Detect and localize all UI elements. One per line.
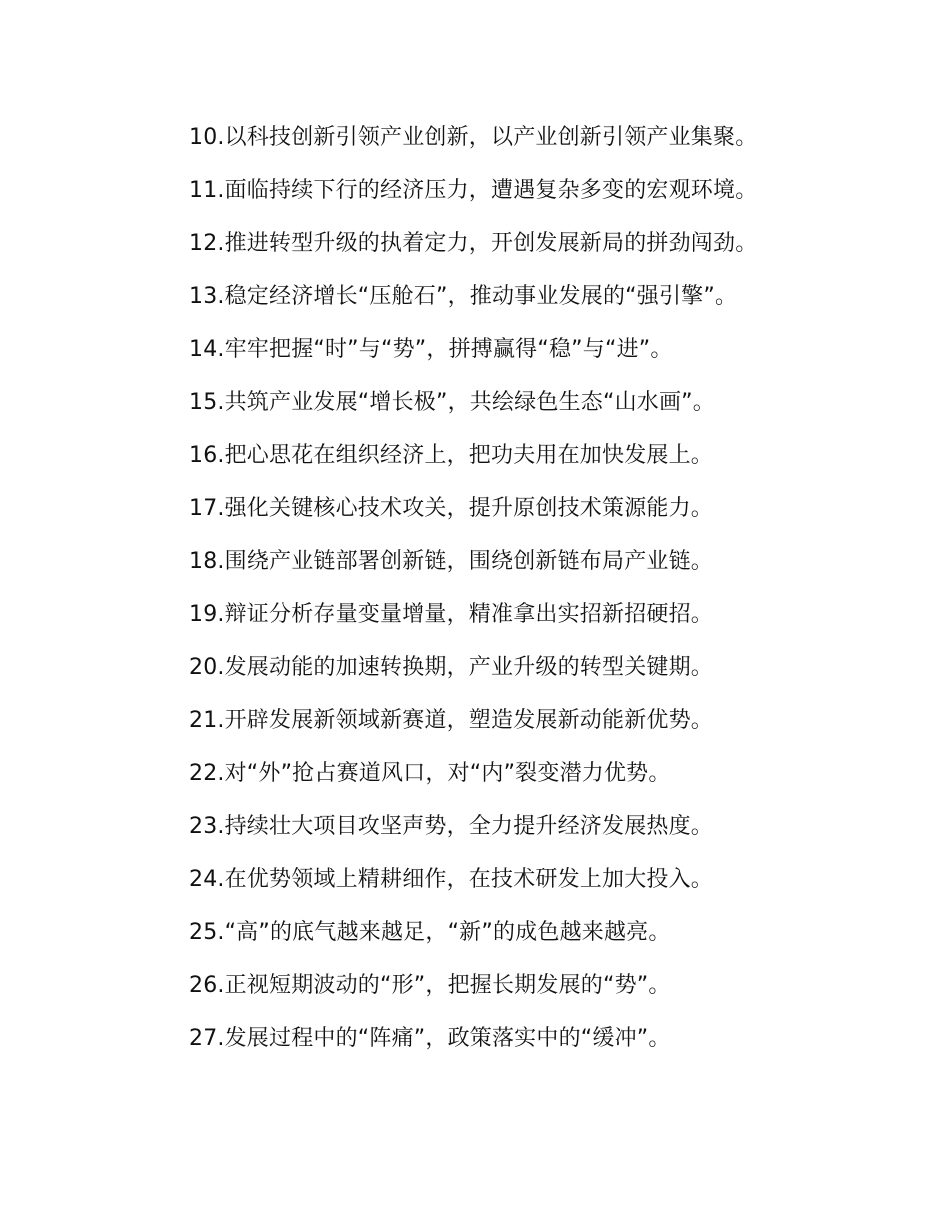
list-item: 27.发展过程中的“阵痛”，政策落实中的“缓冲”。 — [189, 1026, 671, 1051]
list-item: 26.正视短期波动的“形”，把握长期发展的“势”。 — [189, 973, 671, 998]
list-item: 12.推进转型升级的执着定力，开创发展新局的拼劲闯劲。 — [189, 231, 758, 256]
list-item: 25.“高”的底气越来越足，“新”的成色越来越亮。 — [189, 920, 671, 945]
list-item: 20.发展动能的加速转换期，产业升级的转型关键期。 — [189, 655, 713, 680]
list-item: 13.稳定经济增长“压舱石”，推动事业发展的“强引擎”。 — [189, 284, 738, 309]
list-item: 11.面临持续下行的经济压力，遭遇复杂多变的宏观环境。 — [189, 178, 758, 203]
list-item: 24.在优势领域上精耕细作，在技术研发上加大投入。 — [189, 867, 713, 892]
list-item: 23.持续壮大项目攻坚声势，全力提升经济发展热度。 — [189, 814, 713, 839]
list-item: 21.开辟发展新领域新赛道，塑造发展新动能新优势。 — [189, 708, 713, 733]
list-item: 19.辩证分析存量变量增量，精准拿出实招新招硬招。 — [189, 602, 713, 627]
list-item: 14.牢牢把握“时”与“势”，拼搏赢得“稳”与“进”。 — [189, 337, 673, 362]
list-item: 17.强化关键核心技术攻关，提升原创技术策源能力。 — [189, 496, 713, 521]
list-item: 15.共筑产业发展“增长极”，共绘绿色生态“山水画”。 — [189, 390, 715, 415]
phrase-list — [189, 113, 929, 1067]
list-item: 18.围绕产业链部署创新链，围绕创新链布局产业链。 — [189, 549, 713, 574]
list-item: 10.以科技创新引领产业创新，以产业创新引领产业集聚。 — [189, 125, 758, 150]
list-item: 22.对“外”抢占赛道风口，对“内”裂变潜力优势。 — [189, 761, 671, 786]
list-item: 16.把心思花在组织经济上，把功夫用在加快发展上。 — [189, 443, 713, 468]
